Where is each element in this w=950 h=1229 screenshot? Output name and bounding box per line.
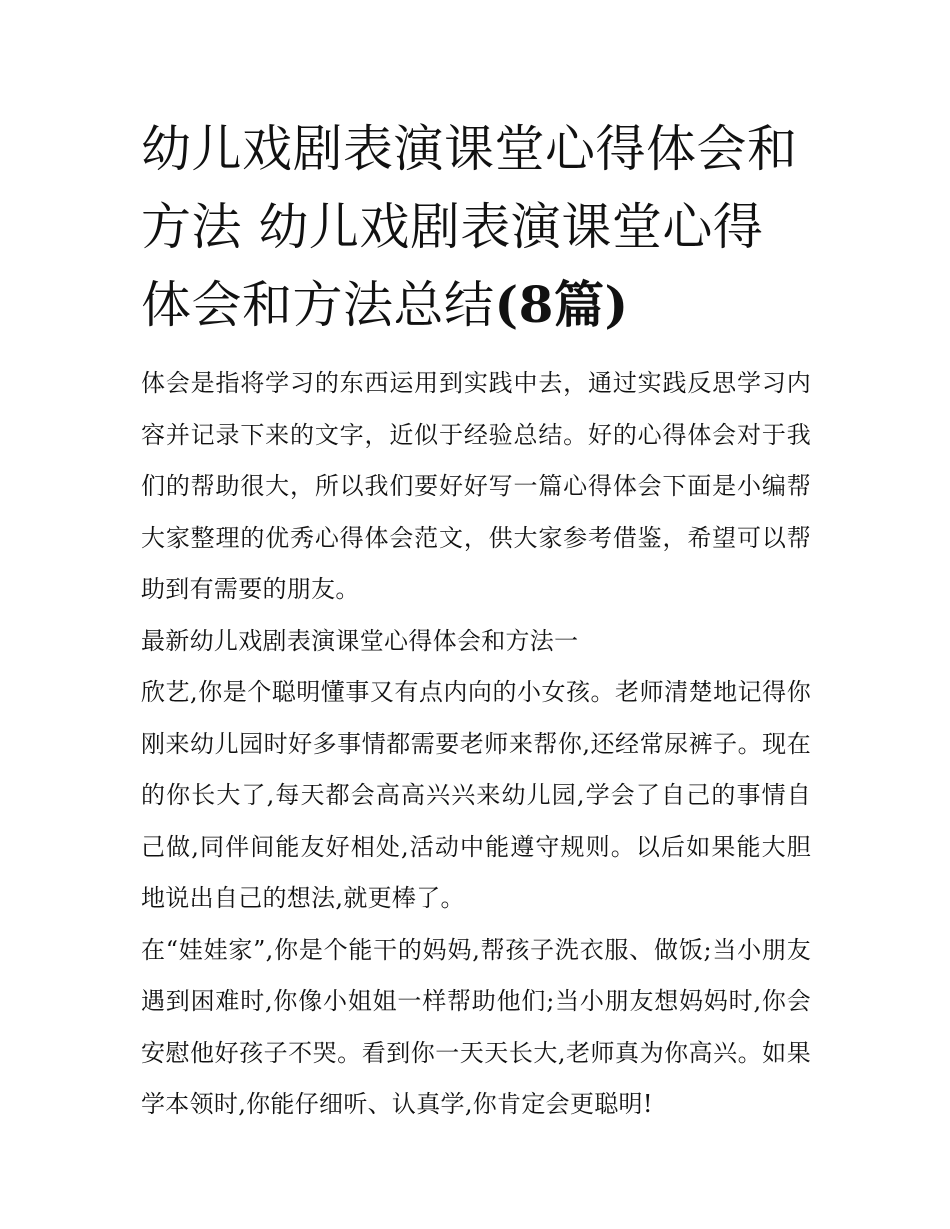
title-main: 幼儿戏剧表演课堂心得体会和方法 幼儿戏剧表演课堂心得体会和方法总结 xyxy=(141,120,798,334)
body-paragraph: 欣艺,你是个聪明懂事又有点内向的小女孩。老师清楚地记得你刚来幼儿园时好多事情都需要老师来帮你,还经常尿裤子。现在的你长大了,每天都会高高兴兴来幼儿园,学会了自己的事情自己做,同伴间能友好相处,活动中能遵守规则。以后如果能大胆地说出自己的想法,就更棒了。 xyxy=(141,678,811,912)
intro-paragraph: 体会是指将学习的东西运用到实践中去，通过实践反思学习内容并记录下来的文字，近似于经验总结。好的心得体会对于我们的帮助很大，所以我们要好好写一篇心得体会下面是小编帮大家整理的优秀心得体会范文，供大家参考借鉴，希望可以帮助到有需要的朋友。 xyxy=(141,369,811,603)
body-paragraph: 在“娃娃家”,你是个能干的妈妈,帮孩子洗衣服、做饭;当小朋友遇到困难时,你像小姐姐一样帮助他们;当小朋友想妈妈时,你会安慰他好孩子不哭。看到你一天天长大,老师真为你高兴。如果学本领时,你能仔细听、认真学,你肯定会更聪明! xyxy=(141,935,811,1118)
document-page xyxy=(141,110,811,1131)
document-body xyxy=(141,358,811,1131)
document-title xyxy=(141,110,811,344)
section-heading: 最新幼儿戏剧表演课堂心得体会和方法一 xyxy=(141,626,579,655)
title-suffix: (8篇) xyxy=(494,275,629,334)
